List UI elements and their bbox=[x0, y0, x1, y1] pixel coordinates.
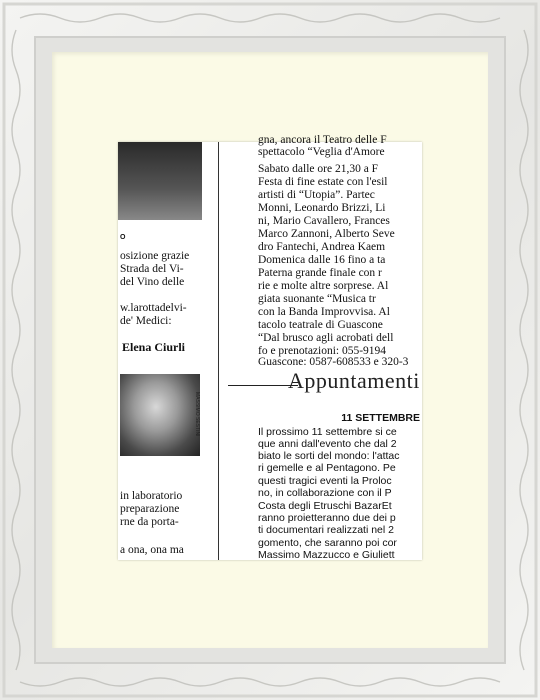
photo-credit: MASSIMO SESTINI bbox=[194, 392, 200, 437]
right-text-line: Il prossimo 11 settembre si ce bbox=[258, 426, 397, 438]
right-text-line: artisti di “Utopia”. Partec bbox=[258, 189, 375, 201]
right-text-line: Marco Zannoni, Alberto Seve bbox=[258, 228, 395, 240]
portrait-photo bbox=[120, 374, 200, 456]
right-text-line: Monni, Leonardo Brizzi, Li bbox=[258, 202, 386, 214]
column-divider bbox=[218, 142, 219, 560]
newspaper-clipping bbox=[118, 134, 422, 561]
right-text-line: Guascone: 0587-608533 e 320-3 bbox=[258, 356, 409, 368]
right-text-line: questi tragici eventi la Proloc bbox=[258, 475, 392, 487]
right-text-line: ri gemelle e al Pentagono. Pe bbox=[258, 462, 396, 474]
left-text-line: a ona, ona ma bbox=[120, 544, 184, 556]
author-byline: Elena Ciurli bbox=[122, 340, 186, 354]
left-text-line: del Vino delle bbox=[120, 276, 185, 288]
right-text-line: biato le sorti del mondo: l'attac bbox=[258, 450, 400, 462]
right-text-line: gomento, che saranno poi cor bbox=[258, 537, 397, 549]
right-text-line: gna, ancora il Teatro delle F bbox=[258, 134, 387, 146]
right-text-line: con la Banda Improvvisa. Al bbox=[258, 306, 390, 318]
right-text-line: Costa degli Etruschi BazarEt bbox=[258, 500, 392, 512]
left-text-line: de' Medici: bbox=[120, 315, 172, 327]
section-title: Appuntamenti bbox=[288, 368, 420, 393]
right-text-line: Domenica dalle 16 fino a ta bbox=[258, 254, 386, 266]
right-text-line: no, in collaborazione con il P bbox=[258, 487, 392, 499]
left-text-line: rne da porta- bbox=[120, 516, 179, 528]
right-text-line: fo e prenotazioni: 055-9194 bbox=[258, 345, 387, 357]
right-text-line: tacolo teatrale di Guascone bbox=[258, 319, 383, 331]
right-text-line: spettacolo “Veglia d'Amore bbox=[258, 146, 385, 158]
right-text-line: rie e molte altre sorprese. Al bbox=[258, 280, 389, 292]
right-text-line: “Dal brusco agli acrobati dell bbox=[258, 332, 394, 344]
photo-caption: O bbox=[120, 234, 126, 241]
date-heading: 11 SETTEMBRE bbox=[341, 412, 420, 424]
right-text-line: Festa di fine estate con l'esil bbox=[258, 176, 388, 188]
left-text-line: preparazione bbox=[120, 503, 180, 515]
left-text-line: Strada del Vi- bbox=[120, 263, 184, 275]
right-text-line: ranno proietteranno due dei p bbox=[258, 512, 396, 524]
top-photo bbox=[118, 142, 202, 220]
left-text-line: w.larottadelvi- bbox=[120, 302, 187, 314]
right-text-line: ni, Mario Cavallero, Frances bbox=[258, 215, 390, 227]
left-text-line: osizione grazie bbox=[120, 250, 190, 262]
right-text-line: giata suonante “Musica tr bbox=[258, 293, 376, 305]
right-text-line: dro Fantechi, Andrea Kaem bbox=[258, 241, 386, 253]
left-text-line: in laboratorio bbox=[120, 490, 183, 502]
right-text-line: Paterna grande finale con r bbox=[258, 267, 382, 279]
right-text-line: que anni dall'evento che dal 2 bbox=[258, 438, 397, 450]
section-header bbox=[228, 368, 422, 398]
right-text-line: Massimo Mazzucco e Giuliett bbox=[258, 549, 395, 561]
right-text-line: ti documentari realizzati nel 2 bbox=[258, 524, 394, 536]
right-text-line: Sabato dalle ore 21,30 a F bbox=[258, 163, 379, 175]
clipping-right-column bbox=[258, 134, 422, 561]
clipping-left-column bbox=[118, 142, 204, 560]
